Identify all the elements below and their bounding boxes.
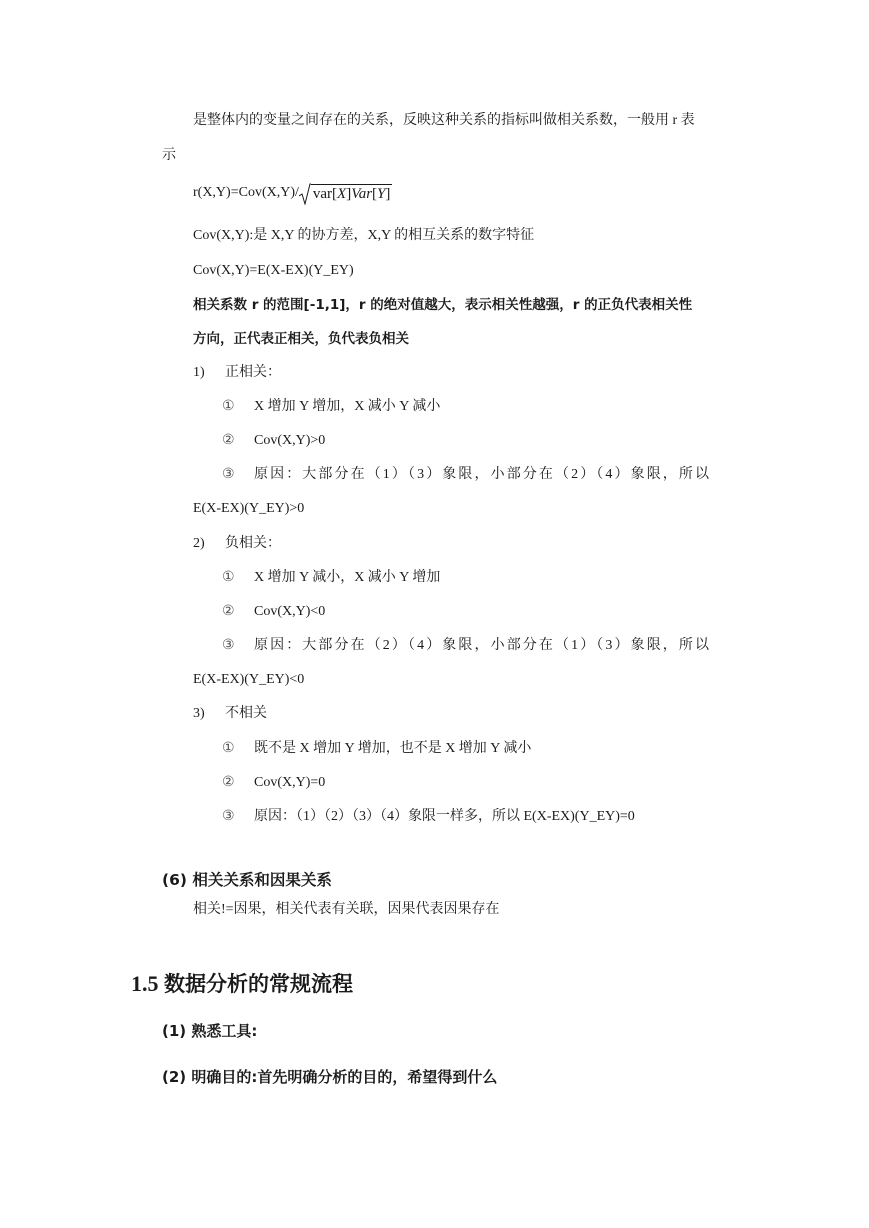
formula-left: r(X,Y)=Cov(X,Y)/ <box>193 185 299 200</box>
negative-item-2 <box>222 603 325 621</box>
circled-three-icon: ③ <box>222 638 235 653</box>
none-item-1 <box>222 740 531 758</box>
step-1 <box>162 1022 257 1040</box>
negative-item-3 <box>222 637 736 655</box>
range-note-line-1: 相关系数 r 的范围[-1,1]，r 的绝对值越大，表示相关性越强，r 的正负代表相关性 <box>193 297 693 313</box>
circled-one-icon: ① <box>222 570 235 585</box>
none-item-1-text: 既不是 X 增加 Y 增加，也不是 X 增加 Y 减小 <box>254 741 532 756</box>
negative-title: 负相关： <box>225 536 281 551</box>
positive-continuation: E(X-EX)(Y_EY)>0 <box>193 501 305 516</box>
sqrt-radical-icon <box>299 183 311 205</box>
negative-num: 2) <box>193 536 205 551</box>
none-item-3 <box>222 808 635 826</box>
circled-two-icon: ② <box>222 775 235 790</box>
intro-line-1: 是整体内的变量之间存在的关系，反映这种关系的指标叫做相关系数，一般用 r 表 <box>193 113 695 128</box>
circled-two-icon: ② <box>222 604 235 619</box>
step-2-text: 明确目的:首先明确分析的目的，希望得到什么 <box>191 1068 498 1086</box>
sqrt-bracket-close-1: ] <box>346 186 352 202</box>
positive-item-2-text: Cov(X,Y)>0 <box>254 433 326 448</box>
step-1-num: (1) <box>162 1022 187 1040</box>
section-1-5-num: 1.5 <box>131 971 159 996</box>
sqrt-expression <box>299 185 393 204</box>
none-heading <box>193 705 267 723</box>
section-6-num: (6) <box>162 871 187 889</box>
section-1-5-title: 数据分析的常规流程 <box>164 972 353 996</box>
negative-item-1 <box>222 569 440 587</box>
negative-item-2-text: Cov(X,Y)<0 <box>254 604 326 619</box>
positive-item-1-text: X 增加 Y 增加，X 减小 Y 减小 <box>254 399 441 414</box>
negative-heading <box>193 535 281 553</box>
positive-item-3 <box>222 466 736 484</box>
none-item-3-text: 原因：（1）（2）（3）（4）象限一样多，所以 E(X-EX)(Y_EY)=0 <box>254 809 635 824</box>
positive-num: 1) <box>193 365 205 380</box>
step-2-num: (2) <box>162 1068 187 1086</box>
step-2 <box>162 1068 497 1086</box>
circled-one-icon: ① <box>222 741 235 756</box>
section-6-body: 相关!=因果，相关代表有关联，因果代表因果存在 <box>193 902 500 917</box>
negative-item-1-text: X 增加 Y 减小，X 减小 Y 增加 <box>254 570 441 585</box>
negative-item-3-text: 原因：大部分在（2）（4）象限，小部分在（1）（3）象限，所以 <box>254 638 712 653</box>
cov-formula: Cov(X,Y)=E(X-EX)(Y_EY) <box>193 263 354 278</box>
range-note-line-2: 方向，正代表正相关，负代表负相关 <box>193 331 409 347</box>
positive-item-1 <box>222 398 440 416</box>
sqrt-bracket-close-2: ] <box>385 186 391 202</box>
sqrt-var: var[ <box>312 186 338 202</box>
intro-line-2: 示 <box>162 148 176 163</box>
none-item-2-text: Cov(X,Y)=0 <box>254 775 326 790</box>
circled-two-icon: ② <box>222 433 235 448</box>
none-title: 不相关 <box>225 706 267 721</box>
negative-continuation: E(X-EX)(Y_EY)<0 <box>193 672 305 687</box>
circled-three-icon: ③ <box>222 467 235 482</box>
correlation-formula <box>193 184 392 204</box>
sqrt-bracket-open-2: [ <box>372 186 378 202</box>
sqrt-x: X <box>337 186 347 202</box>
none-num: 3) <box>193 706 205 721</box>
step-1-text: 熟悉工具: <box>191 1022 258 1040</box>
section-6-title: 相关关系和因果关系 <box>192 871 332 889</box>
circled-one-icon: ① <box>222 399 235 414</box>
sqrt-Var: Var <box>351 186 373 202</box>
section-1-5-heading <box>131 970 353 998</box>
positive-item-3-text: 原因：大部分在（1）（3）象限，小部分在（2）（4）象限，所以 <box>254 467 712 482</box>
section-6-heading <box>162 871 332 889</box>
positive-item-2 <box>222 432 325 450</box>
none-item-2 <box>222 774 325 792</box>
circled-three-icon: ③ <box>222 809 235 824</box>
cov-definition: Cov(X,Y):是 X,Y 的协方差，X,Y 的相互关系的数字特征 <box>193 228 535 243</box>
positive-title: 正相关： <box>225 365 281 380</box>
positive-heading <box>193 364 281 382</box>
sqrt-y: Y <box>377 186 386 202</box>
